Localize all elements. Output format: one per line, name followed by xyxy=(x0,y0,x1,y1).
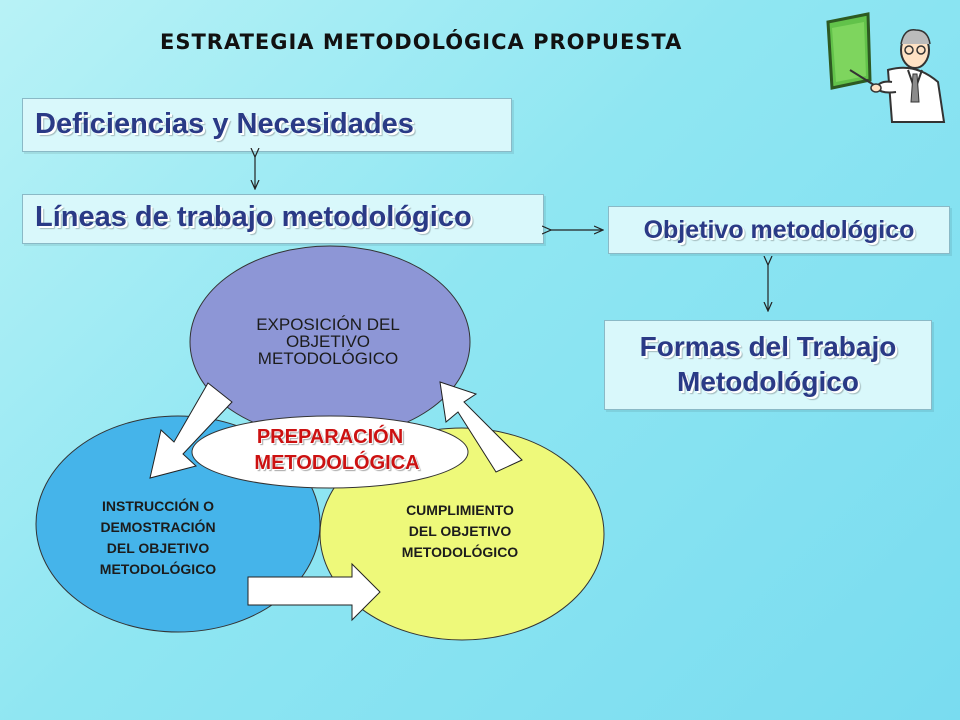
instruccion-label xyxy=(58,496,258,580)
instruccion-line: METODOLÓGICO xyxy=(99,561,217,577)
exposicion-line: EXPOSICIÓN DEL xyxy=(256,315,400,334)
lineas-label: Líneas de trabajo metodológico xyxy=(35,201,472,233)
cumplimiento-line: DEL OBJETIVO xyxy=(408,523,512,539)
page-title: ESTRATEGIA METODOLÓGICA PROPUESTA xyxy=(160,30,683,54)
instruccion-line: DEL OBJETIVO xyxy=(106,540,210,556)
cumplimiento-label xyxy=(370,500,550,563)
instruccion-line: INSTRUCCIÓN O xyxy=(102,498,214,514)
exposicion-line: OBJETIVO xyxy=(285,332,371,351)
preparacion-line: METODOLÓGICA xyxy=(254,452,420,474)
instruccion-line: DEMOSTRACIÓN xyxy=(100,519,216,535)
exposicion-label xyxy=(218,316,438,367)
preparacion-label xyxy=(200,424,460,476)
deficiencias-label: Deficiencias y Necesidades xyxy=(35,108,414,140)
objetivo-label: Objetivo metodológico xyxy=(643,216,915,244)
cumplimiento-line: CUMPLIMIENTO xyxy=(406,502,514,518)
formas-label-line2: Metodológico xyxy=(677,366,859,397)
formas-label-line1: Formas del Trabajo xyxy=(639,331,897,362)
preparacion-line: PREPARACIÓN xyxy=(256,426,404,448)
cumplimiento-line: METODOLÓGICO xyxy=(401,544,519,560)
exposicion-line: METODOLÓGICO xyxy=(257,349,399,368)
